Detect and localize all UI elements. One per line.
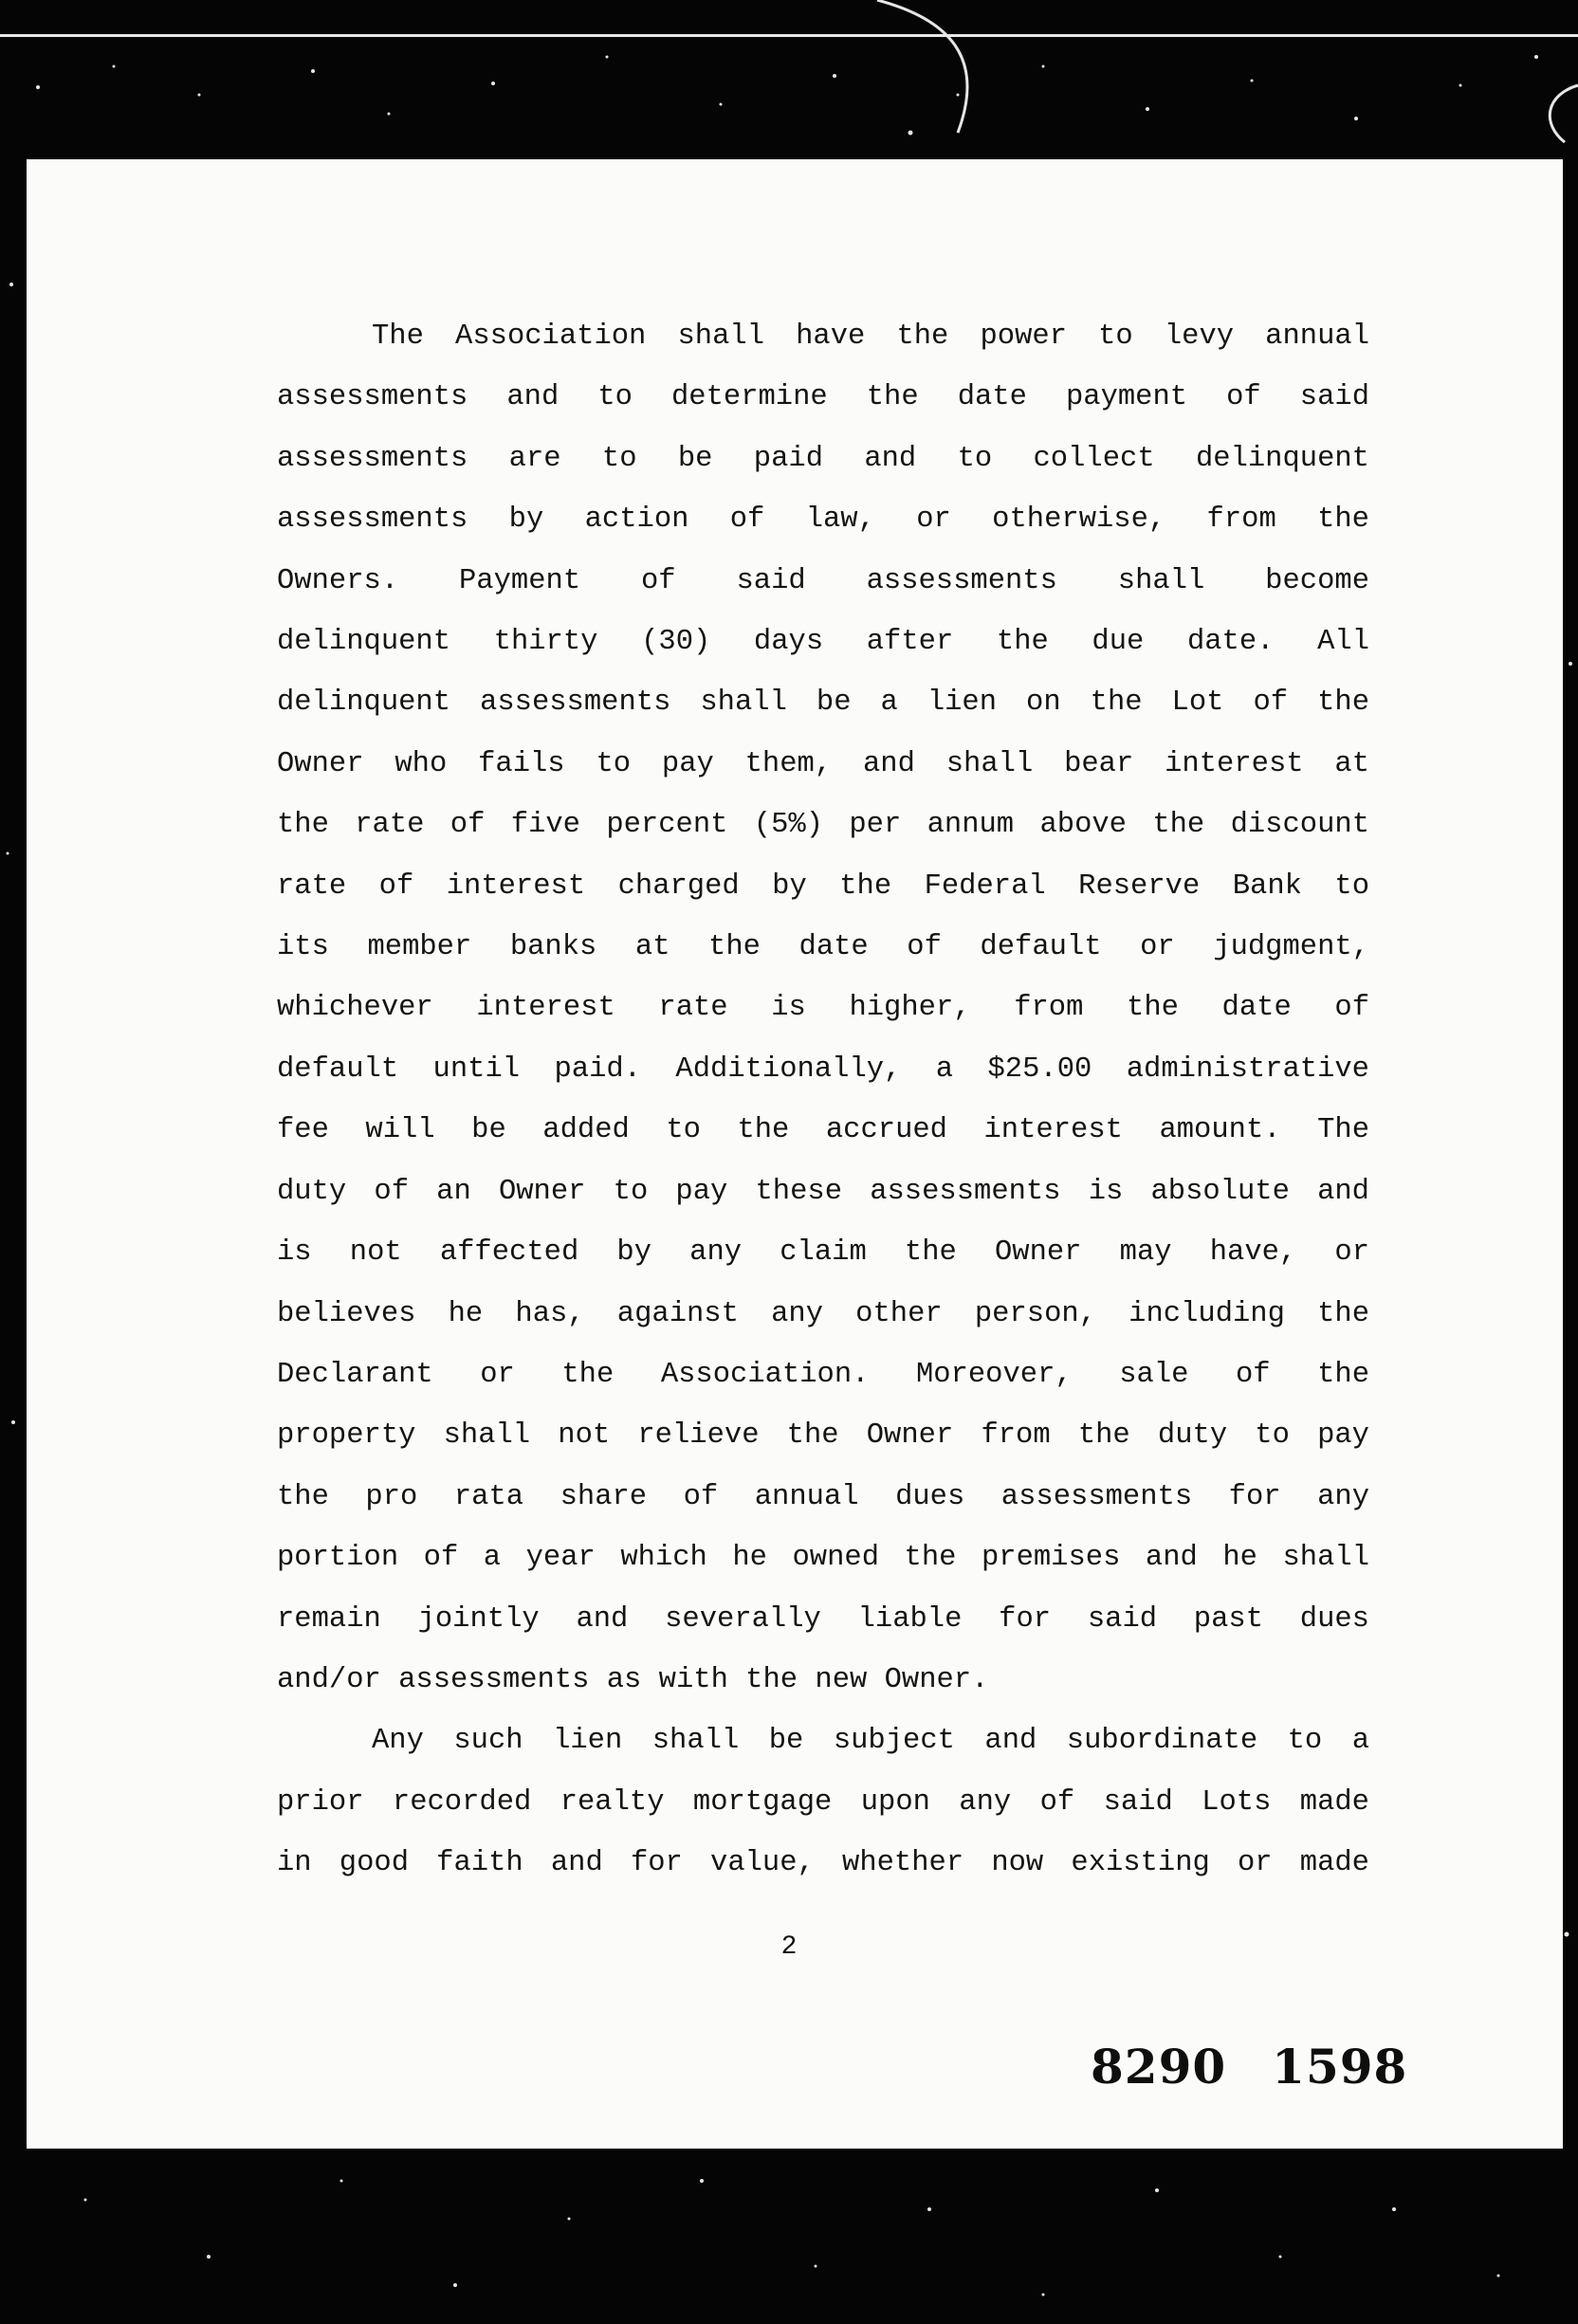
record-book-page-number <box>1091 2039 1408 2095</box>
text-line: the pro rata share of annual dues assessments for any <box>277 1480 1369 1513</box>
text-line: portion of a year which he owned the premises and he shall <box>277 1542 1369 1575</box>
text-line: default until paid. Additionally, a $25.00 administrative <box>277 1052 1369 1086</box>
text-line: in good faith and for value, whether now existing or made <box>277 1847 1369 1880</box>
scan-top-edge-line <box>0 34 1578 37</box>
text-line: Any such lien shall be subject and subordinate to a <box>372 1725 1369 1758</box>
text-line: fee will be added to the accrued interest amount. The <box>277 1114 1369 1147</box>
text-line: whichever interest rate is higher, from the date of <box>277 992 1369 1025</box>
document-body <box>277 306 1369 1894</box>
page-number: 2 <box>780 1932 798 1962</box>
text-line: Declarant or the Association. Moreover, sale of the <box>277 1358 1369 1391</box>
text-line: assessments by action of law, or otherwise, from the <box>277 503 1369 537</box>
paragraph-assessments <box>277 306 1369 1711</box>
record-book-number: 8290 <box>1091 2039 1227 2095</box>
record-page-number: 1598 <box>1272 2039 1408 2095</box>
text-line: its member banks at the date of default or judgment, <box>277 931 1369 964</box>
text-line: the rate of five percent (5%) per annum above the discount <box>277 809 1369 842</box>
text-line: delinquent thirty (30) days after the due date. All <box>277 626 1369 659</box>
text-line: Owner who fails to pay them, and shall bear interest at <box>277 747 1369 780</box>
text-line: remain jointly and severally liable for said past dues <box>277 1602 1369 1636</box>
text-line: is not affected by any claim the Owner may have, or <box>277 1236 1369 1270</box>
text-line: property shall not relieve the Owner from the duty to pay <box>277 1419 1369 1453</box>
text-line: assessments and to determine the date payment of said <box>277 381 1369 414</box>
text-line: The Association shall have the power to levy annual <box>372 320 1369 353</box>
text-line: believes he has, against any other person, including the <box>277 1297 1369 1330</box>
text-line: assessments are to be paid and to collect delinquent <box>277 442 1369 475</box>
text-line: delinquent assessments shall be a lien on the Lot of the <box>277 686 1369 720</box>
paragraph-lien <box>277 1711 1369 1894</box>
text-line: prior recorded realty mortgage upon any of said Lots made <box>277 1785 1369 1819</box>
text-line: Owners. Payment of said assessments shall become <box>277 564 1369 597</box>
text-line: and/or assessments as with the new Owner. <box>277 1663 989 1696</box>
text-line: duty of an Owner to pay these assessments is absolute and <box>277 1175 1369 1208</box>
text-line: rate of interest charged by the Federal Reserve Bank to <box>277 869 1369 903</box>
